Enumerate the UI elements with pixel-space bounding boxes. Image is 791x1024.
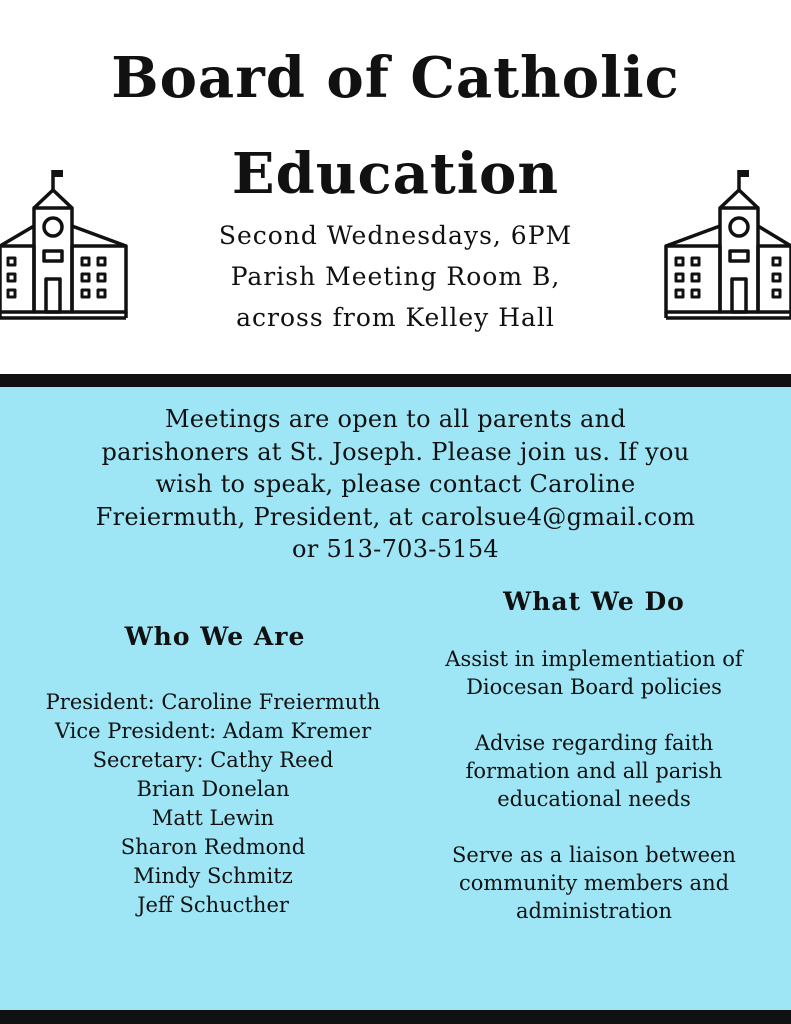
header <box>0 0 791 374</box>
duty-line: educational needs <box>497 787 691 811</box>
member-item: Brian Donelan <box>136 777 290 801</box>
intro-line: wish to speak, please contact Caroline <box>155 470 636 498</box>
duty-item <box>403 729 785 813</box>
intro-line: Freiermuth, President, at carolsue4@gmail.com <box>95 502 696 531</box>
who-we-are-heading: Who We Are <box>124 622 306 651</box>
duty-line: Serve as a liaison between <box>452 843 736 867</box>
meeting-info <box>150 215 641 338</box>
intro-line: Meetings are open to all parents and <box>164 405 627 433</box>
member-item: Jeff Schucther <box>137 893 289 917</box>
meeting-line: across from Kelley Hall <box>236 303 555 332</box>
duty-line: Diocesan Board policies <box>466 675 722 699</box>
title-line: Board of Catholic <box>111 45 680 111</box>
meeting-line: Parish Meeting Room B, <box>230 262 561 291</box>
intro-line: parishoners at St. Joseph. Please join us. If you <box>101 437 690 466</box>
bottom-divider-bar <box>0 1010 791 1024</box>
what-we-do-heading: What We Do <box>503 587 685 616</box>
intro-paragraph <box>40 403 751 566</box>
duty-line: Advise regarding faith <box>474 731 714 755</box>
member-item: Matt Lewin <box>151 806 275 830</box>
intro-line: or 513-703-5154 <box>292 535 499 563</box>
duty-line: community members and <box>458 871 730 895</box>
duty-line: Assist in implementiation of <box>445 647 743 671</box>
title-line: Education <box>231 141 560 207</box>
school-building-icon <box>663 168 791 322</box>
duty-line: formation and all parish <box>465 759 723 783</box>
member-item: Secretary: Cathy Reed <box>92 748 334 772</box>
member-item: President: Caroline Freiermuth <box>45 690 381 714</box>
top-divider-bar <box>0 374 791 387</box>
school-building-icon <box>0 168 128 322</box>
meeting-line: Second Wednesdays, 6PM <box>218 221 573 250</box>
member-item: Sharon Redmond <box>120 835 306 859</box>
duty-line: administration <box>516 899 672 923</box>
duty-item <box>403 645 785 701</box>
member-item: Mindy Schmitz <box>133 864 293 888</box>
duties-list <box>403 645 785 953</box>
member-list <box>8 688 418 920</box>
member-item: Vice President: Adam Kremer <box>54 719 372 743</box>
duty-item <box>403 841 785 925</box>
